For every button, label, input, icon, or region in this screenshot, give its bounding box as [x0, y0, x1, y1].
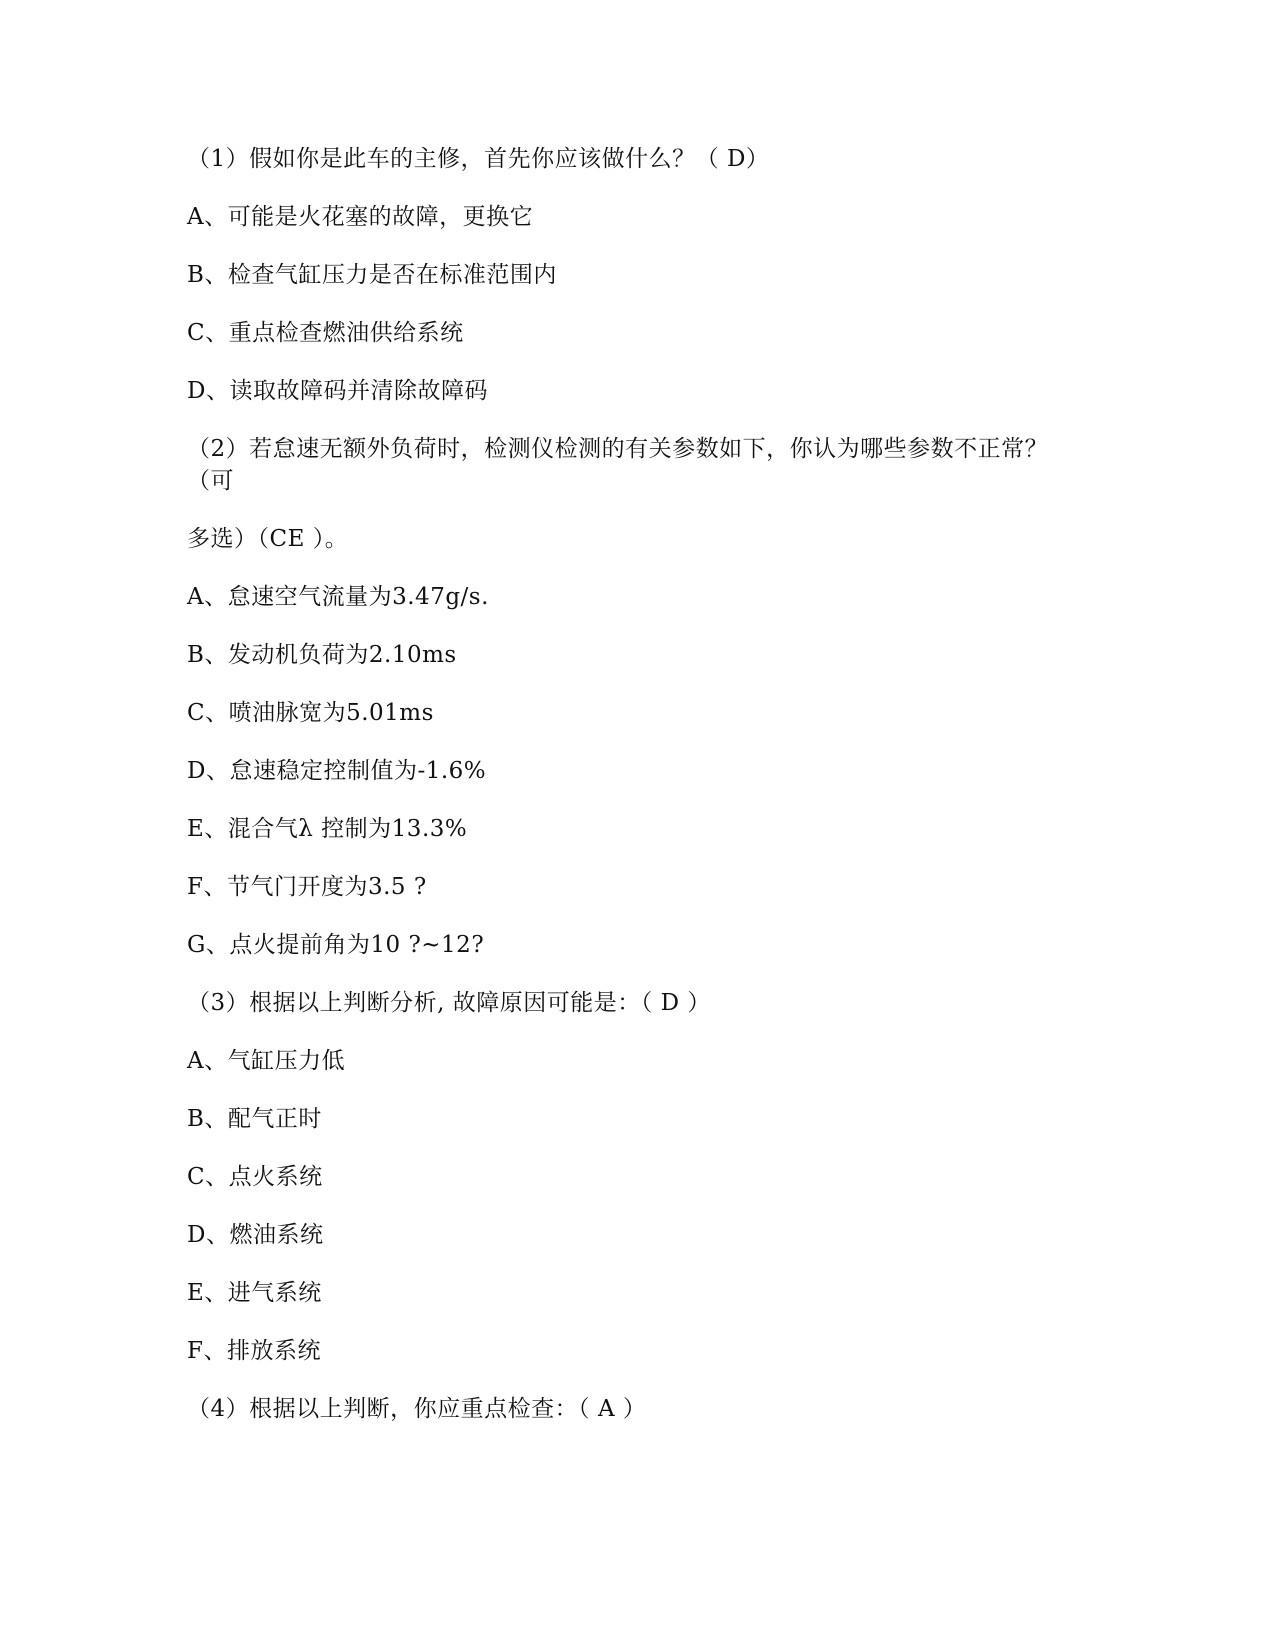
question-1-stem: （1）假如你是此车的主修，首先你应该做什么？（ D）: [187, 146, 770, 172]
question-1-option-d: D、读取故障码并清除故障码: [187, 378, 488, 404]
question-2-stem-line-2: （可: [187, 468, 234, 494]
question-2-option-c: C、喷油脉宽为5.01ms: [187, 700, 434, 726]
question-1-option-a: A、可能是火花塞的故障，更换它: [187, 204, 534, 230]
question-3-option-f: F、排放系统: [187, 1338, 321, 1364]
question-2-option-e: E、混合气λ 控制为13.3%: [187, 816, 468, 842]
question-3-option-b: B、配气正时: [187, 1106, 322, 1132]
question-2-stem-line-3: 多选）（CE ）。: [187, 526, 349, 552]
question-2-option-a: A、怠速空气流量为3.47g/s.: [187, 584, 489, 610]
question-1-option-c: C、重点检查燃油供给系统: [187, 320, 464, 346]
question-2-option-f: F、节气门开度为3.5 ?: [187, 874, 427, 900]
question-4-stem: （4）根据以上判断，你应重点检查：（ A ）: [187, 1396, 647, 1422]
question-3-option-c: C、点火系统: [187, 1164, 323, 1190]
question-2-option-d: D、怠速稳定控制值为-1.6%: [187, 758, 487, 784]
question-3-stem: （3）根据以上判断分析, 故障原因可能是：（ D ）: [187, 990, 711, 1016]
question-3-option-e: E、进气系统: [187, 1280, 322, 1306]
question-2-option-g: G、点火提前角为10 ?~12?: [187, 932, 485, 958]
question-3-option-d: D、燃油系统: [187, 1222, 324, 1248]
question-2-option-b: B、发动机负荷为2.10ms: [187, 642, 457, 668]
question-2-stem-line-1: （2）若怠速无额外负荷时，检测仪检测的有关参数如下，你认为哪些参数不正常？: [187, 436, 1049, 462]
question-1-option-b: B、检查气缸压力是否在标准范围内: [187, 262, 557, 288]
question-3-option-a: A、气缸压力低: [187, 1048, 346, 1074]
